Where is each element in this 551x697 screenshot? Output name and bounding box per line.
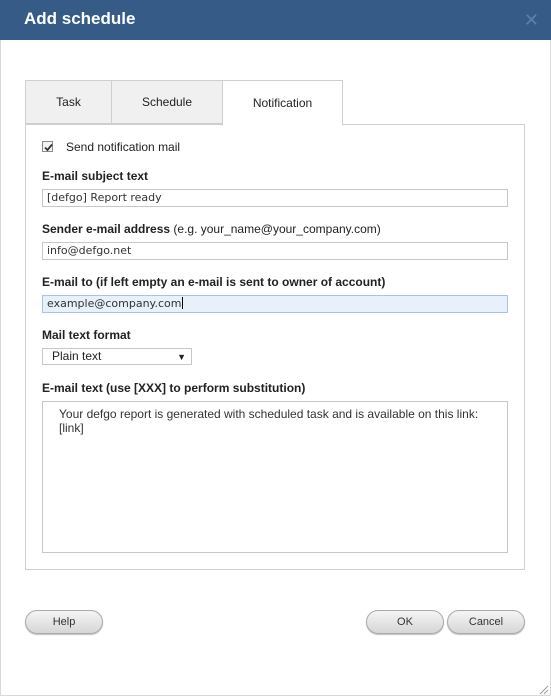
mail-format-label: Mail text format (42, 328, 131, 342)
send-notification-label: Send notification mail (66, 140, 181, 154)
send-notification-checkbox[interactable] (42, 141, 53, 152)
sender-label (42, 222, 381, 236)
close-icon[interactable]: ✕ (523, 10, 539, 30)
tab-label: Schedule (141, 95, 193, 109)
sender-hint: (e.g. your_name@your_company.com) (170, 222, 381, 236)
email-to-value: example@company.com (47, 297, 182, 310)
dropdown-arrow-icon: ▼ (177, 352, 186, 362)
sender-email-input[interactable]: info@defgo.net (42, 242, 508, 260)
dialog-title: Add schedule (24, 9, 136, 28)
help-button[interactable] (25, 610, 103, 634)
checkmark-icon (43, 142, 54, 153)
mail-format-value: Plain text (52, 349, 102, 363)
help-button-label: Help (52, 616, 76, 628)
subject-input[interactable]: [defgo] Report ready (42, 189, 508, 207)
dialog-title-bar[interactable] (0, 0, 551, 40)
ok-button-label: OK (397, 616, 413, 628)
sender-label-text: Sender e-mail address (42, 222, 171, 236)
subject-label: E-mail subject text (42, 169, 149, 183)
mail-text-textarea[interactable]: Your defgo report is generated with scheduled task and is available on this link: [link] (42, 401, 508, 553)
tab-label: Task (56, 95, 81, 109)
tab-label: Notification (252, 96, 313, 110)
cancel-button-label: Cancel (468, 616, 504, 628)
mail-text-label: E-mail text (use [XXX] to perform substitution) (42, 381, 306, 395)
cancel-button[interactable] (447, 610, 525, 634)
resize-grip-icon[interactable] (539, 685, 549, 695)
tab-notification[interactable] (222, 80, 343, 126)
email-to-input[interactable] (42, 295, 508, 313)
ok-button[interactable] (366, 610, 444, 634)
email-to-label: E-mail to (if left empty an e-mail is sent to owner of account) (42, 275, 386, 289)
tab-schedule[interactable] (111, 80, 223, 124)
mail-format-select[interactable] (42, 348, 192, 365)
text-caret (182, 297, 183, 309)
tab-task[interactable] (25, 80, 112, 124)
